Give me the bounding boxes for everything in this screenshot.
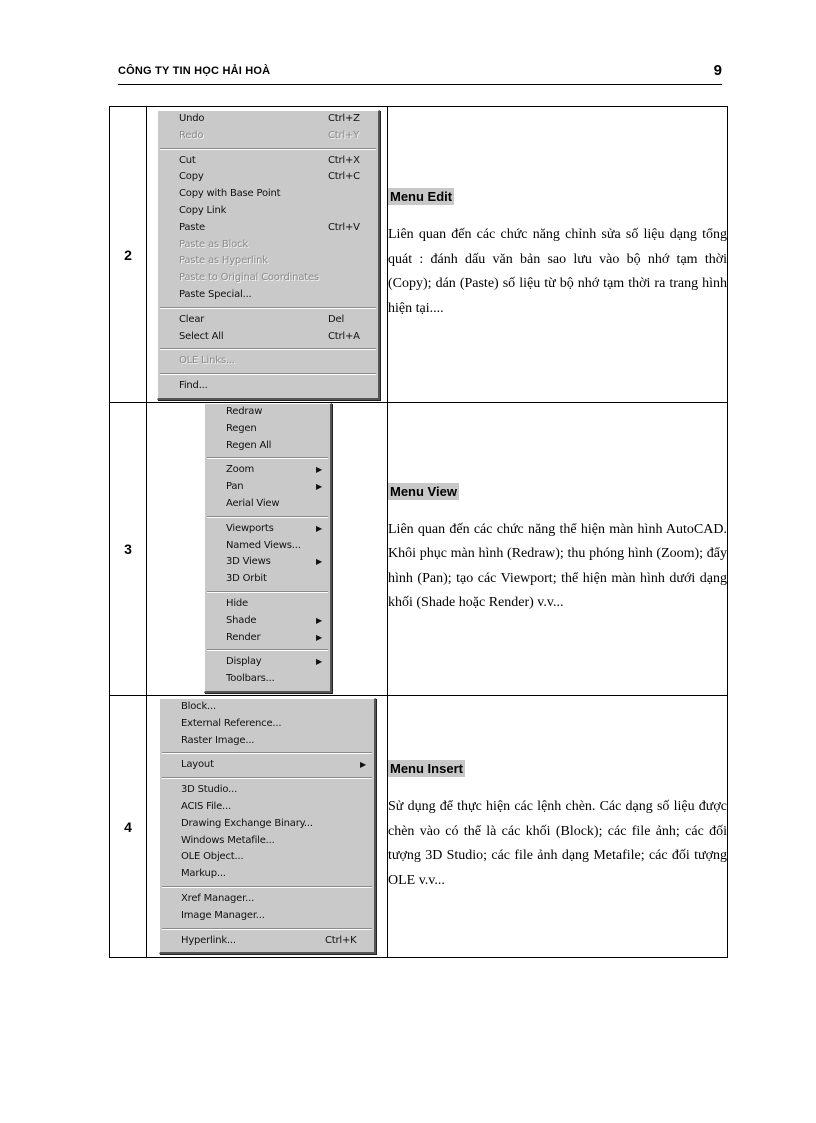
menu-item: [158, 329, 378, 346]
menu-item-label: 3D Orbit: [226, 573, 267, 585]
menu-item-label: Windows Metafile...: [181, 834, 275, 846]
menu-item-shortcut: Ctrl+C: [328, 171, 360, 183]
menu-item-label: Markup...: [181, 868, 226, 880]
menu-item-label: Paste to Original Coordinates: [179, 272, 319, 284]
row-description: Liên quan đến các chức năng chỉnh sửa số liệu dạng tổng quát : đánh dấu văn bản sao lưu vào bộ nhớ tạm thời (Copy); dán (Paste) số liệu từ bộ nhớ tạm thời ra trang hình hiện tại....: [388, 227, 727, 316]
menu-item: [158, 270, 378, 287]
menu-item: [205, 479, 330, 496]
row-title: Menu View: [390, 483, 457, 499]
menu-item-label: 3D Studio...: [181, 784, 238, 796]
menu-item-label: Paste as Hyperlink: [179, 255, 268, 267]
menu-item: [205, 421, 330, 438]
menu-item: [205, 596, 330, 613]
menu-item-label: Copy with Base Point: [179, 188, 281, 200]
submenu-arrow-icon: ▶: [316, 557, 322, 567]
menu-item-label: Layout: [181, 759, 214, 771]
menu-item: [205, 613, 330, 630]
menu-item: [160, 908, 374, 925]
row-title: Menu Insert: [390, 761, 463, 776]
menu-item: [158, 169, 378, 186]
menu-item-label: External Reference...: [181, 717, 282, 729]
menu-item-label: Undo: [179, 113, 205, 124]
menu-item-label: Paste as Block: [179, 238, 248, 250]
menu-item-label: Regen All: [226, 439, 272, 451]
menu-item: [205, 496, 330, 513]
menu-item-label: OLE Links...: [179, 355, 235, 367]
menu-item-shortcut: Ctrl+V: [328, 221, 360, 233]
menu-item-label: Image Manager...: [181, 909, 265, 921]
row-description: Sử dụng để thực hiện các lệnh chèn. Các dạng số liệu được chèn vào có thể là các khối (Block); các file ảnh; các đối tượng 3D Studio; các file ảnh dạng Metafile; các đối tượng OLE v.v...: [388, 799, 727, 888]
submenu-arrow-icon: ▶: [316, 632, 322, 642]
menu-item: [158, 220, 378, 237]
menu-item-label: Shade: [226, 614, 257, 626]
menu-item-label: Pan: [226, 481, 244, 493]
menu-item-label: Redo: [179, 129, 204, 141]
menu-separator: [160, 148, 376, 150]
menu-item-label: Aerial View: [226, 497, 280, 509]
menu-separator: [207, 591, 328, 593]
menu-item: [158, 111, 378, 128]
menu-item: [160, 799, 374, 816]
menu-item: [205, 538, 330, 555]
menu-separator: [162, 928, 372, 930]
menu-item-shortcut: Ctrl+X: [328, 154, 360, 166]
menu-item-label: Raster Image...: [181, 734, 255, 746]
menu-item-label: Paste: [179, 221, 205, 233]
menu-item-label: Render: [226, 631, 261, 643]
menu-item-label: Copy: [179, 171, 204, 183]
company-name: CÔNG TY TIN HỌC HẢI HOÀ: [118, 65, 271, 77]
menu-item: [158, 312, 378, 329]
menu-item: [158, 128, 378, 145]
menu-item-label: Toolbars...: [226, 673, 275, 685]
menu-separator: [160, 307, 376, 309]
row-number: 3: [110, 403, 147, 696]
menu-item-label: Hide: [226, 597, 248, 609]
menu-item: [158, 353, 378, 370]
menu-item: [205, 630, 330, 647]
menu-item: [205, 554, 330, 571]
menu-item-label: Regen: [226, 422, 257, 434]
insert-menu-screenshot: [159, 698, 376, 954]
menu-item-label: Copy Link: [179, 204, 227, 216]
menu-item-label: Find...: [179, 380, 208, 392]
menu-item-label: Display: [226, 656, 262, 668]
menu-item-shortcut: Ctrl+Z: [328, 113, 360, 124]
menu-item: [160, 891, 374, 908]
menu-item: [160, 733, 374, 750]
menu-separator: [160, 348, 376, 350]
menu-separator: [207, 516, 328, 518]
page-number: 9: [713, 62, 722, 79]
description-cell: [388, 403, 728, 696]
submenu-arrow-icon: ▶: [316, 657, 322, 667]
view-menu-screenshot: [204, 403, 332, 693]
menu-separator: [207, 649, 328, 651]
description-cell: [388, 107, 728, 403]
menu-item: [160, 933, 374, 950]
row-description: Liên quan đến các chức năng thể hiện màn hình AutoCAD. Khôi phục màn hình (Redraw); thu phóng hình (Zoom); đẩy hình (Pan); tạo các Viewport; thể hiện màn hình dưới dạng khối (Shade hoặc Render) v.v...: [388, 521, 727, 610]
menu-item-label: Named Views...: [226, 539, 301, 551]
table-row: [110, 107, 728, 403]
menu-separator: [162, 886, 372, 888]
menu-screenshot-cell: [147, 403, 388, 696]
menu-item: [158, 253, 378, 270]
row-title: Menu Edit: [390, 189, 453, 204]
row-number: 4: [110, 696, 147, 958]
menu-item: [158, 186, 378, 203]
page-header: [118, 62, 722, 85]
menu-item: [158, 378, 378, 395]
menu-item-label: Hyperlink...: [181, 934, 236, 946]
menu-table: [109, 106, 728, 958]
menu-item-label: Select All: [179, 330, 224, 342]
menu-item: [160, 782, 374, 799]
menu-item-label: Clear: [179, 313, 205, 325]
menu-item-label: Drawing Exchange Binary...: [181, 817, 313, 829]
menu-item: [158, 237, 378, 254]
row-number: 2: [110, 107, 147, 403]
submenu-arrow-icon: ▶: [360, 760, 366, 770]
menu-item: [160, 866, 374, 883]
description-cell: [388, 696, 728, 958]
menu-item: [160, 816, 374, 833]
menu-item: [205, 438, 330, 455]
edit-menu-screenshot: [157, 110, 380, 400]
menu-item: [160, 699, 374, 716]
menu-item-label: Block...: [181, 701, 216, 712]
menu-separator: [162, 752, 372, 754]
menu-item: [160, 849, 374, 866]
menu-item-shortcut: Ctrl+A: [328, 330, 360, 342]
menu-item-label: Viewports: [226, 522, 274, 534]
menu-item: [160, 757, 374, 774]
menu-item-label: OLE Object...: [181, 851, 244, 863]
menu-item: [205, 571, 330, 588]
menu-item-label: 3D Views: [226, 556, 271, 568]
table-row: [110, 403, 728, 696]
menu-item: [205, 521, 330, 538]
menu-item-shortcut: Del: [328, 313, 345, 325]
menu-item-label: Xref Manager...: [181, 892, 255, 904]
menu-item: [160, 833, 374, 850]
menu-separator: [162, 777, 372, 779]
menu-item: [205, 671, 330, 688]
menu-item: [205, 462, 330, 479]
menu-item-label: Zoom: [226, 464, 255, 476]
menu-item-label: ACIS File...: [181, 800, 231, 812]
menu-item-label: Cut: [179, 154, 196, 166]
menu-item: [158, 153, 378, 170]
menu-item-shortcut: Ctrl+K: [325, 934, 357, 946]
submenu-arrow-icon: ▶: [316, 523, 322, 533]
menu-item-label: Paste Special...: [179, 288, 252, 300]
submenu-arrow-icon: ▶: [316, 465, 322, 475]
menu-item: [158, 203, 378, 220]
table-row: [110, 696, 728, 958]
submenu-arrow-icon: ▶: [316, 482, 322, 492]
menu-screenshot-cell: [147, 696, 388, 958]
menu-item-shortcut: Ctrl+Y: [328, 129, 360, 141]
menu-separator: [160, 373, 376, 375]
menu-item: [205, 404, 330, 421]
menu-item: [158, 287, 378, 304]
menu-separator: [207, 457, 328, 459]
menu-item: [205, 654, 330, 671]
menu-item: [160, 716, 374, 733]
menu-item-label: Redraw: [226, 406, 263, 417]
menu-screenshot-cell: [147, 107, 388, 403]
submenu-arrow-icon: ▶: [316, 615, 322, 625]
